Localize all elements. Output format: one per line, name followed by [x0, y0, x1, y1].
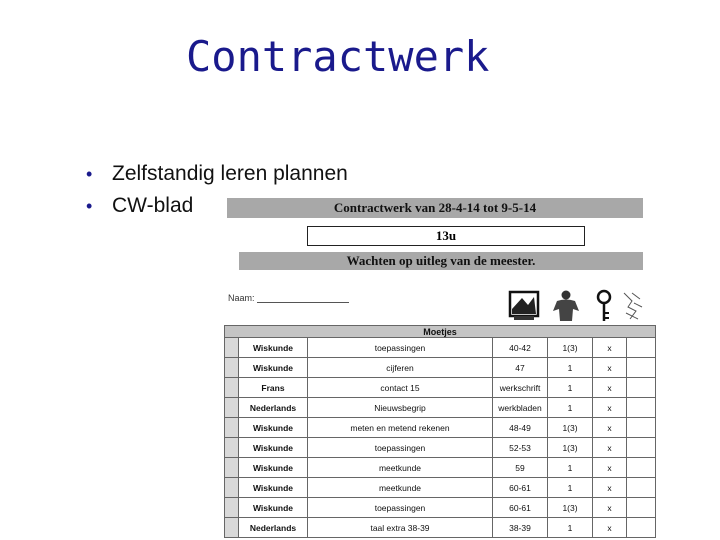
- wait-banner: Wachten op uitleg van de meester.: [239, 252, 643, 270]
- cell-task: meten en metend rekenen: [308, 418, 493, 438]
- row-margin: [225, 478, 239, 498]
- cell-subject: Wiskunde: [239, 418, 308, 438]
- table-row: [225, 478, 656, 498]
- bullet-text: CW-blad: [112, 194, 194, 217]
- cell-task: contact 15: [308, 378, 493, 398]
- cell-mark: x: [593, 378, 627, 398]
- task-table: [224, 325, 656, 538]
- cell-pages: 59: [493, 458, 548, 478]
- cell-mark: x: [593, 358, 627, 378]
- row-margin: [225, 458, 239, 478]
- table-row: [225, 398, 656, 418]
- row-margin: [225, 438, 239, 458]
- cell-mark: x: [593, 338, 627, 358]
- cell-pages: 40-42: [493, 338, 548, 358]
- cell-task: meetkunde: [308, 458, 493, 478]
- cell-level: 1: [548, 378, 593, 398]
- slide-title: Contractwerk: [186, 32, 490, 81]
- cell-task: meetkunde: [308, 478, 493, 498]
- table-row: [225, 378, 656, 398]
- cell-pages: werkschrift: [493, 378, 548, 398]
- cell-task: taal extra 38-39: [308, 518, 493, 538]
- cell-task: Nieuwsbegrip: [308, 398, 493, 418]
- cell-subject: Frans: [239, 378, 308, 398]
- table-row: [225, 418, 656, 438]
- row-margin: [225, 518, 239, 538]
- row-margin: [225, 398, 239, 418]
- cell-task: toepassingen: [308, 438, 493, 458]
- cell-pages: 60-61: [493, 478, 548, 498]
- table-row: [225, 518, 656, 538]
- section-header-row: [225, 326, 656, 338]
- bullet-text: Zelfstandig leren plannen: [112, 162, 348, 185]
- cell-level: 1: [548, 518, 593, 538]
- cell-check: [627, 398, 656, 418]
- cell-pages: 38-39: [493, 518, 548, 538]
- cell-level: 1: [548, 358, 593, 378]
- key-icon: [592, 289, 616, 323]
- cell-subject: Wiskunde: [239, 498, 308, 518]
- cell-task: toepassingen: [308, 498, 493, 518]
- table-row: [225, 358, 656, 378]
- cell-level: 1: [548, 478, 593, 498]
- table-row: [225, 498, 656, 518]
- cell-mark: x: [593, 398, 627, 418]
- cell-level: 1(3): [548, 418, 593, 438]
- cell-task: cijferen: [308, 358, 493, 378]
- cell-pages: 60-61: [493, 498, 548, 518]
- cell-level: 1(3): [548, 438, 593, 458]
- table-row: [225, 438, 656, 458]
- cell-mark: x: [593, 518, 627, 538]
- name-label: Naam:: [228, 293, 255, 303]
- table-row: [225, 458, 656, 478]
- cell-check: [627, 378, 656, 398]
- sheet-header: Contractwerk van 28-4-14 tot 9-5-14: [227, 198, 643, 218]
- person-figure-icon: [552, 289, 580, 323]
- cell-mark: x: [593, 438, 627, 458]
- cell-mark: x: [593, 498, 627, 518]
- cell-check: [627, 338, 656, 358]
- row-margin: [225, 338, 239, 358]
- table-row: [225, 338, 656, 358]
- cell-task: toepassingen: [308, 338, 493, 358]
- cell-subject: Nederlands: [239, 518, 308, 538]
- cell-mark: x: [593, 458, 627, 478]
- name-line: [257, 294, 349, 303]
- cell-subject: Wiskunde: [239, 478, 308, 498]
- cell-pages: 52-53: [493, 438, 548, 458]
- bullet-dot-icon: •: [86, 164, 93, 184]
- decorative-sketch-icon: [620, 289, 644, 323]
- cell-pages: werkbladen: [493, 398, 548, 418]
- row-margin: [225, 358, 239, 378]
- cell-subject: Wiskunde: [239, 458, 308, 478]
- group-box: 13u: [307, 226, 585, 246]
- cell-check: [627, 358, 656, 378]
- name-field: [228, 293, 349, 303]
- cell-check: [627, 458, 656, 478]
- cell-check: [627, 418, 656, 438]
- cell-subject: Wiskunde: [239, 358, 308, 378]
- bullet-dot-icon: •: [86, 196, 93, 216]
- cell-check: [627, 518, 656, 538]
- cell-mark: x: [593, 418, 627, 438]
- cell-pages: 47: [493, 358, 548, 378]
- cell-subject: Wiskunde: [239, 438, 308, 458]
- cell-check: [627, 478, 656, 498]
- cell-check: [627, 498, 656, 518]
- cell-subject: Nederlands: [239, 398, 308, 418]
- row-margin: [225, 418, 239, 438]
- cell-level: 1: [548, 398, 593, 418]
- row-margin: [225, 498, 239, 518]
- cell-mark: x: [593, 478, 627, 498]
- cell-pages: 48-49: [493, 418, 548, 438]
- cell-check: [627, 438, 656, 458]
- section-title: Moetjes: [225, 326, 656, 338]
- row-margin: [225, 378, 239, 398]
- cell-subject: Wiskunde: [239, 338, 308, 358]
- cell-level: 1(3): [548, 338, 593, 358]
- cell-level: 1: [548, 458, 593, 478]
- cell-level: 1(3): [548, 498, 593, 518]
- computer-screen-icon: [508, 289, 540, 323]
